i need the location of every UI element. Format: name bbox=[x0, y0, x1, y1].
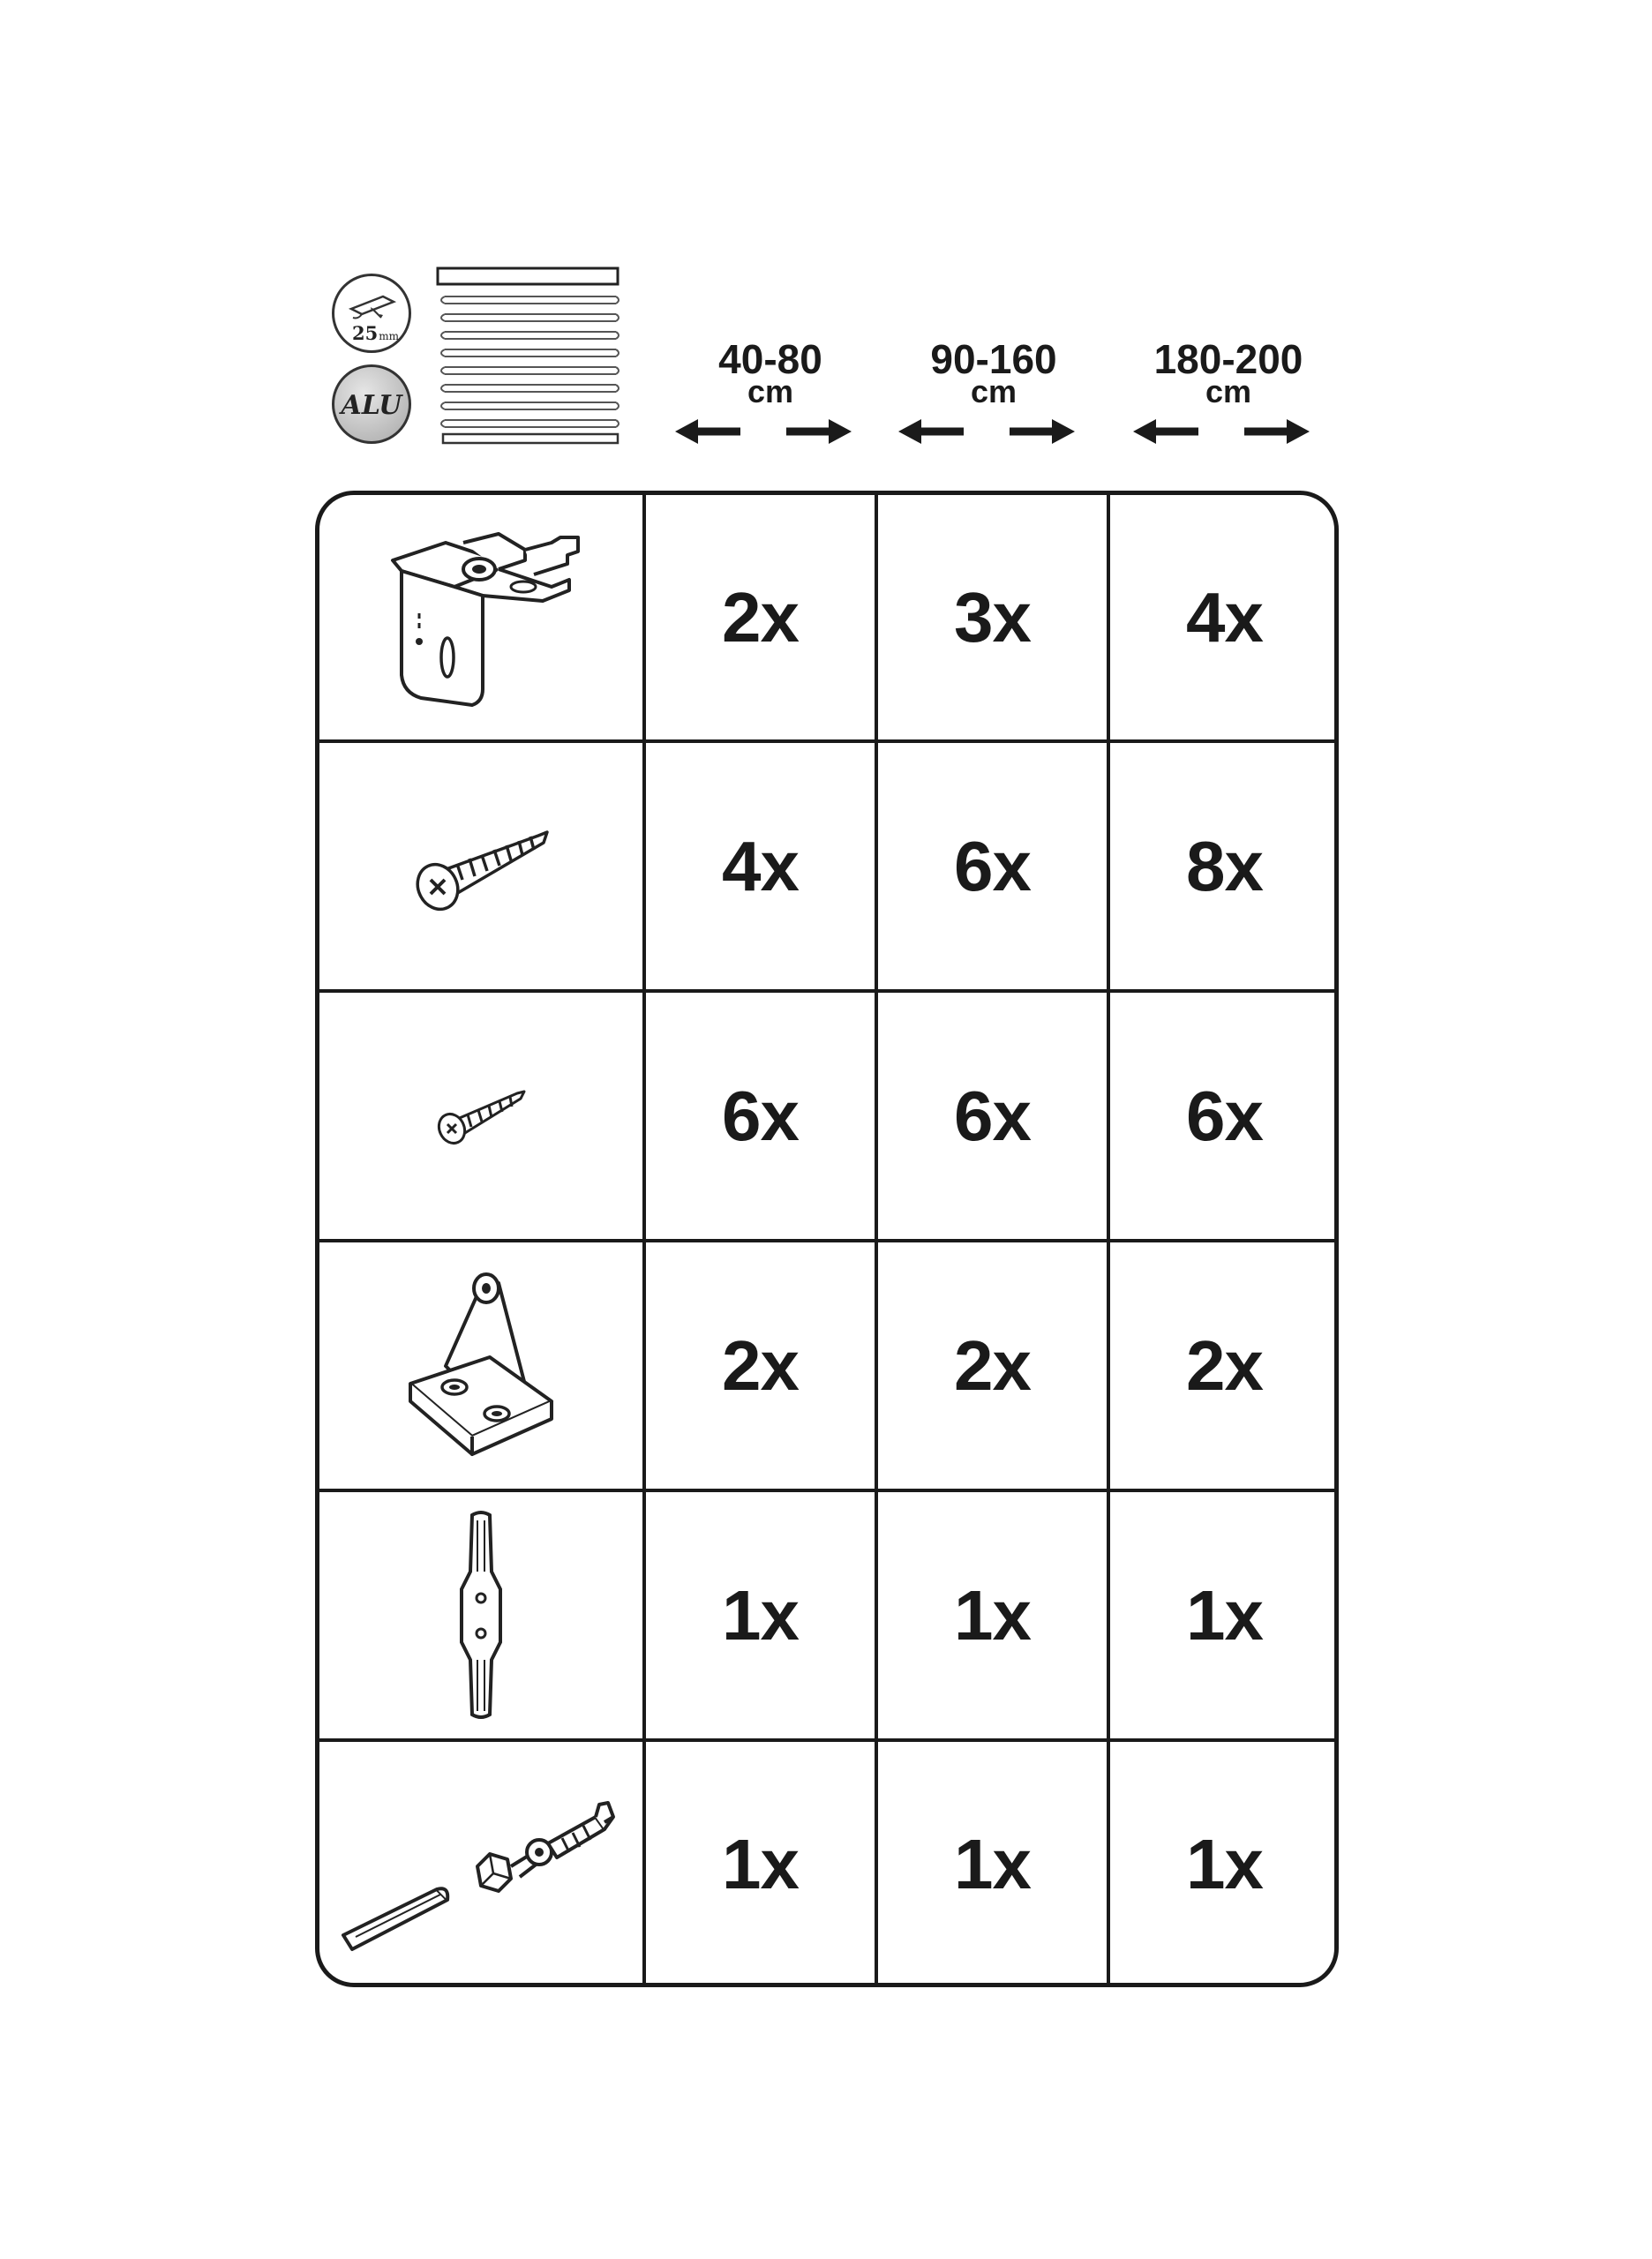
material-label: ALU bbox=[341, 390, 402, 421]
quantity-cell: 4x bbox=[1186, 577, 1263, 657]
quantity-cell: 6x bbox=[722, 1076, 799, 1155]
width-arrows-icon bbox=[1131, 414, 1325, 449]
column-unit: cm bbox=[1205, 373, 1252, 409]
table-row-4-icon-cell bbox=[319, 1242, 642, 1489]
width-arrows-icon bbox=[897, 414, 1091, 449]
parts-table bbox=[315, 491, 1339, 1987]
column-range: 180-200 bbox=[1153, 336, 1303, 382]
table-row-5-icon-cell bbox=[319, 1492, 642, 1738]
quantity-cell: 1x bbox=[954, 1825, 1031, 1903]
quantity-cell: 4x bbox=[722, 826, 799, 905]
table-row-6-icon-cell bbox=[319, 1742, 642, 1987]
quantity-cell: 1x bbox=[954, 1575, 1031, 1655]
column-range: 40-80 bbox=[718, 336, 822, 382]
quantity-cell: 1x bbox=[722, 1825, 799, 1903]
table-row-3-icon-cell bbox=[319, 993, 642, 1239]
mounting-bracket-icon bbox=[366, 525, 596, 710]
quantity-cell: 2x bbox=[1186, 1325, 1263, 1405]
quantity-cell: 6x bbox=[1186, 1076, 1263, 1155]
quantity-cell: 1x bbox=[1186, 1575, 1263, 1655]
tilt-wand-icon bbox=[331, 1767, 631, 1962]
quantity-cell: 1x bbox=[722, 1575, 799, 1655]
table-row-1-icon-cell bbox=[319, 495, 642, 739]
quantity-cell: 6x bbox=[954, 826, 1031, 905]
material-badge bbox=[332, 364, 411, 444]
quantity-cell: 2x bbox=[722, 1325, 799, 1405]
hold-down-bracket-icon bbox=[393, 1269, 569, 1463]
column-unit: cm bbox=[747, 373, 794, 409]
slat-width-badge bbox=[332, 274, 411, 353]
quantity-cell: 1x bbox=[1186, 1825, 1263, 1903]
column-range: 90-160 bbox=[930, 336, 1057, 382]
column-header-3 bbox=[1131, 336, 1325, 409]
table-row-2-icon-cell bbox=[319, 743, 642, 989]
cord-connector-icon bbox=[446, 1510, 516, 1722]
column-unit: cm bbox=[970, 373, 1017, 409]
venetian-blind-icon bbox=[436, 266, 621, 447]
width-arrows-icon bbox=[673, 414, 867, 449]
quantity-cell: 8x bbox=[1186, 826, 1263, 905]
column-header-2 bbox=[897, 336, 1091, 409]
large-screw-icon bbox=[406, 818, 556, 915]
quantity-cell: 3x bbox=[954, 577, 1031, 657]
quantity-cell: 6x bbox=[954, 1076, 1031, 1155]
quantity-cell: 2x bbox=[722, 577, 799, 657]
small-screw-icon bbox=[432, 1081, 529, 1152]
slat-width-label: 25mm bbox=[352, 322, 399, 344]
quantity-cell: 2x bbox=[954, 1325, 1031, 1405]
column-header-1 bbox=[673, 336, 867, 409]
